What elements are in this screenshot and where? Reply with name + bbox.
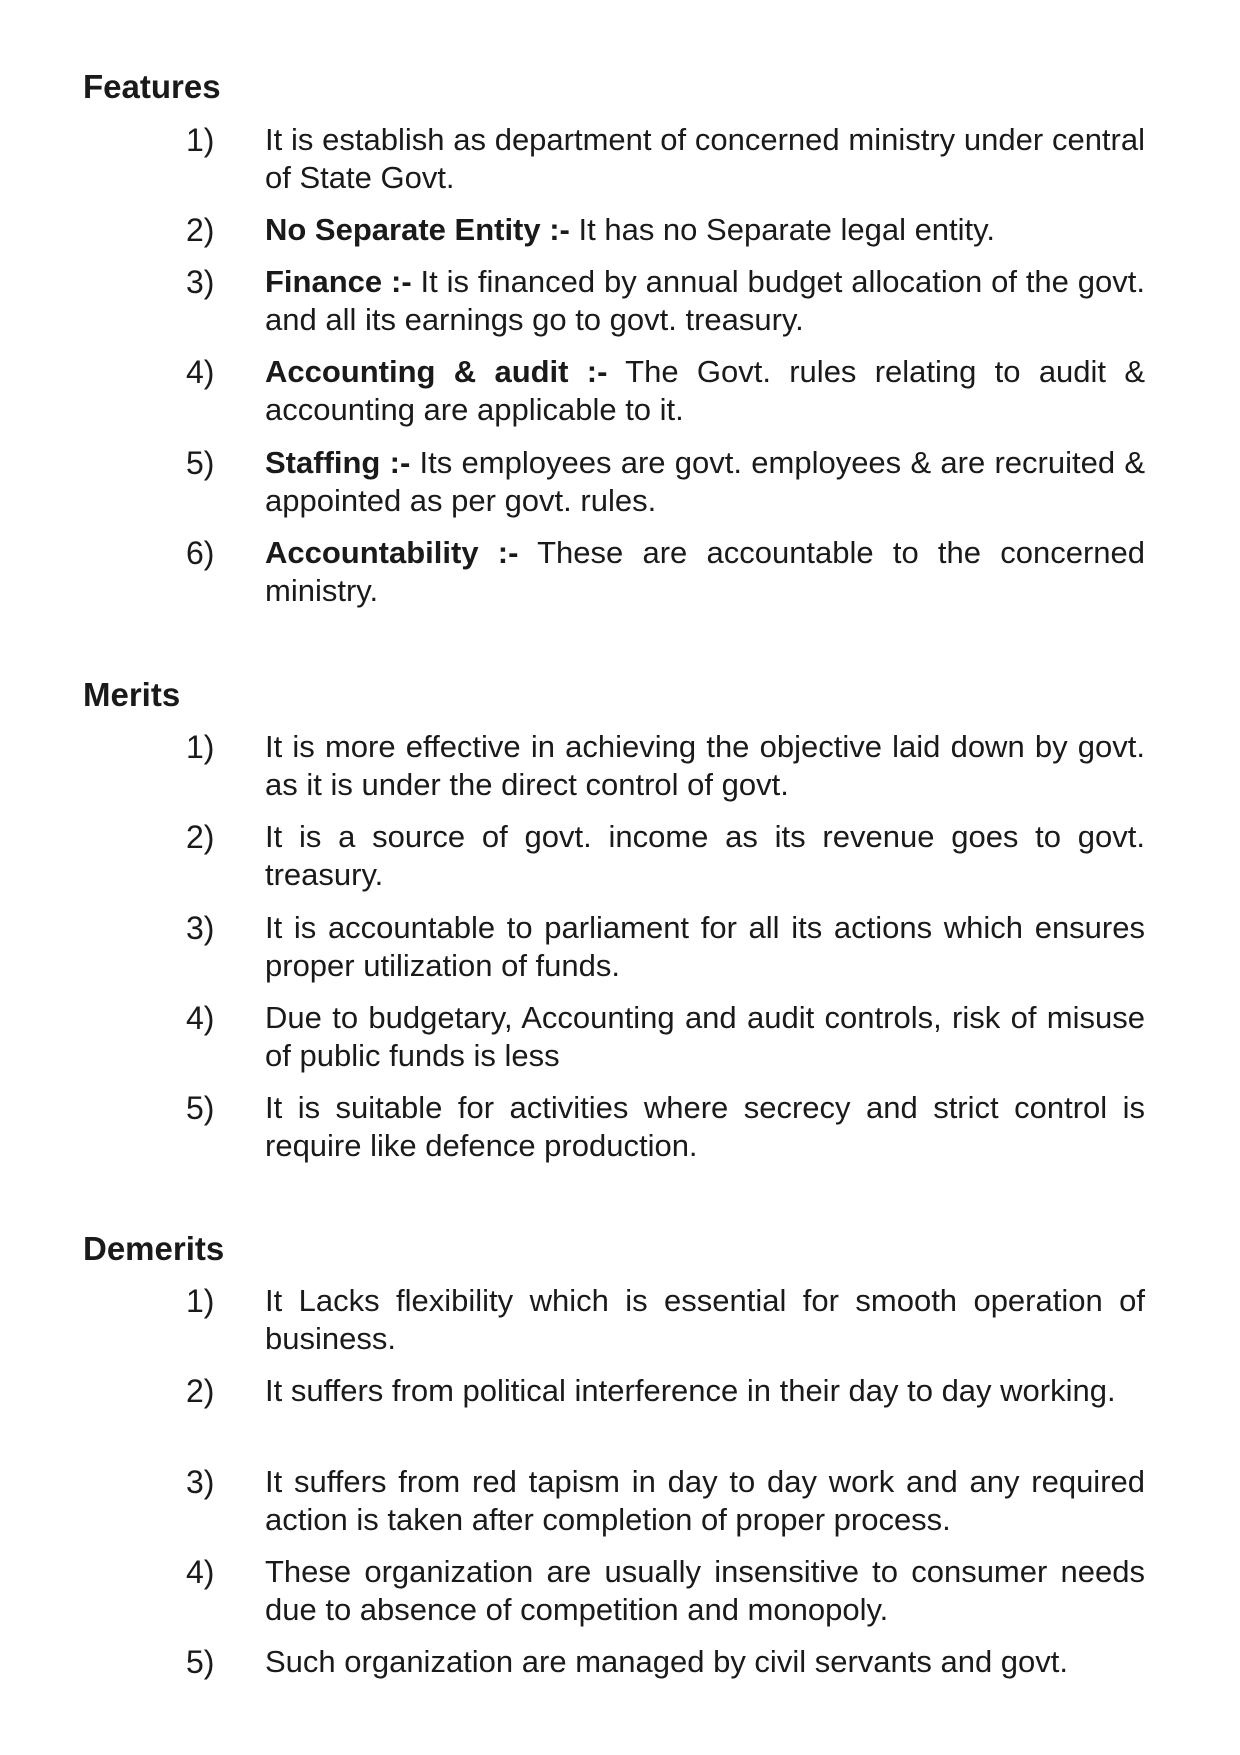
item-text: It is establish as department of concerned ministry under central of State Govt.	[265, 122, 1145, 195]
item-text: Such organization are managed by civil servants and govt.	[265, 1644, 1069, 1679]
item-text: These organization are usually insensitive to consumer needs due to absence of competition and monopoly.	[265, 1554, 1145, 1627]
item-number: 5)	[186, 445, 215, 481]
item-text-wrap	[265, 121, 1145, 197]
item-text-wrap	[265, 909, 1145, 985]
item-label: Finance :-	[265, 264, 412, 299]
item-number: 1)	[186, 122, 215, 158]
item-text-wrap	[265, 211, 1145, 249]
item-text-wrap	[265, 1463, 1145, 1539]
item-text-wrap	[265, 263, 1145, 339]
item-text-wrap	[265, 1089, 1145, 1165]
item-text-wrap	[265, 728, 1145, 804]
item-text: It suffers from political interference in their day to day working.	[265, 1373, 1116, 1408]
section-heading: Features	[83, 68, 221, 105]
item-text-wrap	[265, 1643, 1145, 1681]
item-text: It is suitable for activities where secrecy and strict control is require like defence production.	[265, 1090, 1145, 1163]
item-number: 4)	[186, 1554, 215, 1590]
item-number: 5)	[186, 1090, 215, 1126]
item-number: 1)	[186, 1283, 215, 1319]
item-text-wrap	[265, 444, 1145, 520]
item-text: It is accountable to parliament for all its actions which ensures proper utilization of funds.	[265, 910, 1145, 983]
item-text: It has no Separate legal entity.	[569, 212, 995, 247]
item-number: 2)	[186, 1373, 215, 1409]
item-number: 1)	[186, 729, 215, 765]
item-number: 5)	[186, 1644, 215, 1680]
item-number: 4)	[186, 354, 215, 390]
item-text: Due to budgetary, Accounting and audit controls, risk of misuse of public funds is less	[265, 1000, 1145, 1073]
item-label: Staffing :-	[265, 445, 411, 480]
item-label: No Separate Entity :-	[265, 212, 570, 247]
item-number: 2)	[186, 212, 215, 248]
item-text-wrap	[265, 1282, 1145, 1358]
item-label: Accounting & audit :-	[265, 354, 608, 389]
section-heading: Merits	[83, 676, 181, 713]
item-text: These are accountable to the concerned ministry.	[265, 535, 1145, 608]
item-number: 4)	[186, 1000, 215, 1036]
item-number: 3)	[186, 1464, 215, 1500]
item-number: 2)	[186, 819, 215, 855]
item-text-wrap	[265, 818, 1145, 894]
item-text: It is financed by annual budget allocation of the govt. and all its earnings go to govt. treasury.	[265, 264, 1145, 337]
item-text-wrap	[265, 1553, 1145, 1629]
item-number: 6)	[186, 535, 215, 571]
item-text: It is more effective in achieving the objective laid down by govt. as it is under the direct control of govt.	[265, 729, 1145, 802]
item-text: It Lacks flexibility which is essential for smooth operation of business.	[265, 1283, 1145, 1356]
item-text-wrap	[265, 353, 1145, 429]
item-text: Its employees are govt. employees & are recruited & appointed as per govt. rules.	[265, 445, 1145, 518]
item-text-wrap	[265, 1372, 1145, 1410]
item-number: 3)	[186, 264, 215, 300]
item-text-wrap	[265, 999, 1145, 1075]
item-number: 3)	[186, 910, 215, 946]
item-text: It suffers from red tapism in day to day work and any required action is taken after completion of proper process.	[265, 1464, 1145, 1537]
item-text: It is a source of govt. income as its revenue goes to govt. treasury.	[265, 819, 1145, 892]
item-text: The Govt. rules relating to audit & accounting are applicable to it.	[265, 354, 1146, 427]
section-heading: Demerits	[83, 1230, 225, 1267]
item-label: Accountability :-	[265, 535, 519, 570]
item-text-wrap	[265, 534, 1145, 610]
